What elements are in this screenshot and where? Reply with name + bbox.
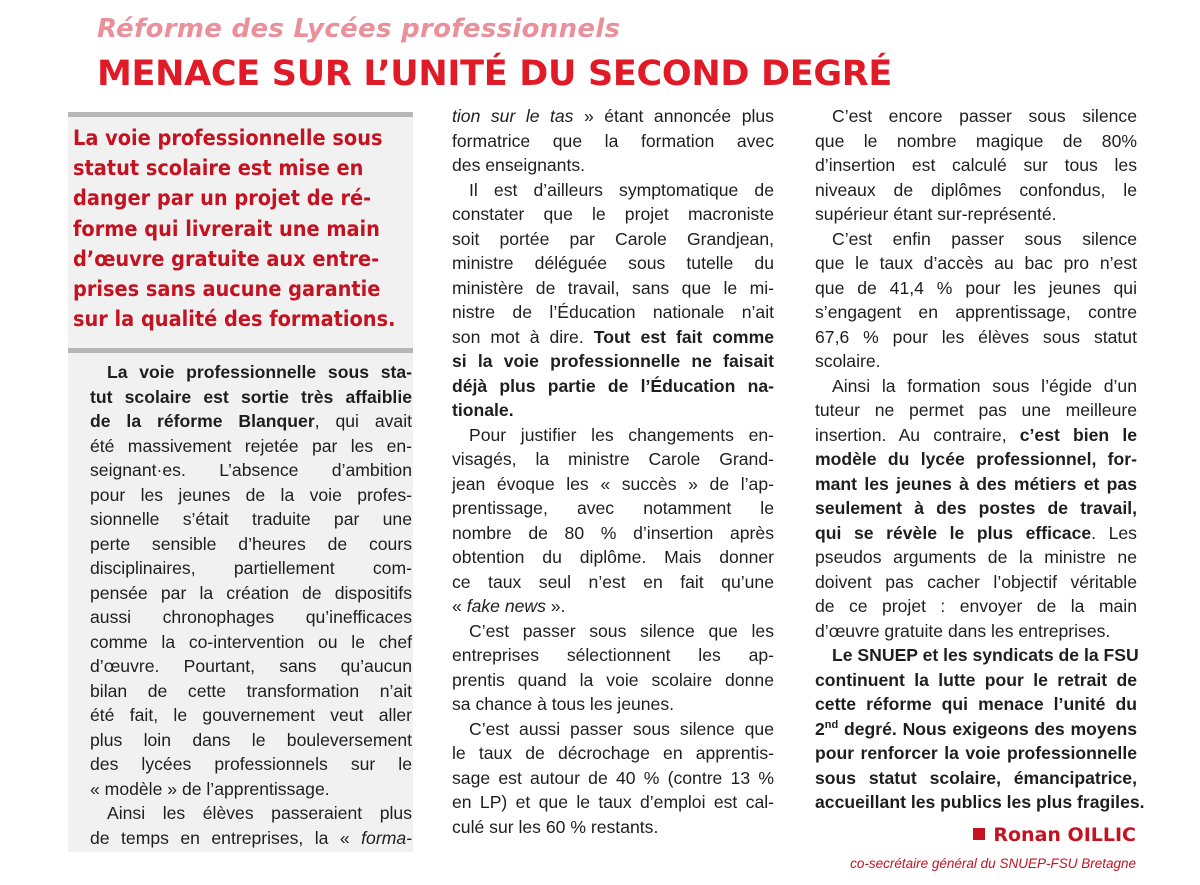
chapeau-line: sur la qualité des formations. [73, 307, 396, 333]
text-line: La voie professionnelle sous sta- [107, 362, 412, 382]
text-line: tionale. [452, 400, 514, 420]
text-line: cette réforme qui menace l’unité du [815, 694, 1137, 714]
text-line: son mot à dire. Tout est fait comme [452, 326, 774, 347]
text-line: accueillant les publics les plus fragiles. [815, 792, 1145, 812]
text-line: modèle du lycée professionnel, for- [815, 449, 1137, 469]
text-line: bilan de cette transformation n’ait [90, 680, 412, 701]
text-line: 2nd degré. Nous exigeons des moyens [815, 718, 1137, 739]
text-line: pseudos arguments de la ministre ne [815, 547, 1137, 567]
chapeau-line: statut scolaire est mise en [73, 156, 364, 182]
panel-top-rule [68, 112, 413, 117]
text-line: Ainsi les élèves passeraient plus [107, 803, 412, 823]
text-line: été fait, le gouvernement veut aller [90, 705, 412, 725]
text-line: culé sur les 60 % restants. [452, 816, 659, 837]
text-line: le taux de décrochage en apprentis- [452, 743, 774, 763]
text-line: constater que le projet macroniste [452, 204, 774, 224]
author-name: Ronan OILLIC [993, 824, 1136, 846]
text-line: ce taux seul n’est en fait qu’une [452, 571, 774, 592]
square-bullet-icon [973, 828, 985, 840]
text-line: déjà plus partie de l’Éducation na- [452, 375, 774, 396]
text-line: tuteur ne permet pas une meilleure [815, 400, 1137, 420]
text-line: seignant·es. L’absence d’ambition [90, 460, 412, 480]
text-line: sa chance à tous les jeunes. [452, 694, 675, 714]
text-line: nombre de 80 % d’insertion après [452, 522, 774, 543]
text-line: d’insertion est calculé sur tous les [815, 155, 1137, 175]
text-line: de ce projet : envoyer de la main [815, 596, 1137, 616]
text-line: d’œuvre gratuite dans les entreprises. [815, 620, 1111, 641]
text-column-2 [452, 104, 774, 839]
text-line: pensée par la création de dispositifs [90, 582, 412, 603]
text-line: C’est encore passer sous silence [832, 106, 1137, 126]
text-line: prentis quand la voie scolaire donne [452, 669, 774, 690]
text-line: formatrice que la formation avec [452, 130, 774, 151]
text-line: Le SNUEP et les syndicats de la FSU [832, 645, 1139, 665]
text-line: pour renforcer la voie professionnelle [815, 743, 1137, 763]
author-signature [973, 824, 1136, 846]
text-line: que le nombre magique de 80% [815, 130, 1137, 151]
chapeau-line: d’œuvre gratuite aux entre- [73, 246, 380, 272]
text-column-3 [815, 104, 1145, 815]
text-line: obtention du diplôme. Mais donner [452, 547, 774, 567]
text-line: des enseignants. [452, 155, 586, 175]
text-line: insertion. Au contraire, c’est bien le [815, 424, 1137, 445]
text-line: disciplinaires, partiellement com- [90, 558, 412, 578]
text-line: comme la co-intervention ou le chef [90, 631, 412, 652]
text-line: que de 41,4 % pour les jeunes qui [815, 277, 1137, 298]
text-line: plus loin dans le bouleversement [90, 729, 412, 750]
text-line: que le taux d’accès au bac pro n’est [815, 253, 1137, 273]
text-line: « fake news ». [452, 596, 566, 616]
text-line: été massivement rejetée par les en- [90, 435, 412, 456]
chapeau-line: forme qui livrerait une main [73, 216, 380, 242]
text-line: s’engagent en apprentissage, contre [815, 302, 1137, 322]
author-role: co-secrétaire général du SNUEP-FSU Bretagne [850, 856, 1136, 871]
text-line: seulement à des postes de travail, [815, 498, 1137, 518]
text-line: ministère de travail, sans que le mi- [452, 277, 774, 298]
chapeau-line: prises sans aucune garantie [73, 277, 381, 303]
text-line: prentissage, avec notamment le [452, 498, 774, 518]
chapeau-line: La voie professionnelle sous [73, 126, 383, 151]
text-line: tut scolaire est sortie très affaiblie [90, 386, 412, 407]
text-line: doivent pas cacher l’objectif véritable [815, 571, 1137, 592]
text-line: tion sur le tas » étant annoncée plus [452, 106, 774, 126]
text-line: Ainsi la formation sous l’égide d’un [832, 375, 1137, 396]
text-line: supérieur étant sur-représenté. [815, 204, 1057, 224]
text-line: Il est d’ailleurs symptomatique de [469, 179, 774, 200]
text-line: niveaux de diplômes confondus, le [815, 179, 1137, 200]
text-line: « modèle » de l’apprentissage. [90, 778, 330, 799]
text-column-1 [90, 360, 412, 850]
article-headline: MENACE SUR L’UNITÉ DU SECOND DEGRÉ [97, 54, 893, 94]
text-line: ministre déléguée sous tutelle du [452, 253, 774, 273]
text-line: visagés, la ministre Carole Grand- [452, 449, 774, 469]
text-line: perte sensible d’heures de cours [90, 533, 412, 554]
text-line: d’œuvre. Pourtant, sans qu’aucun [90, 656, 412, 676]
article-kicker: Réforme des Lycées professionnels [97, 14, 621, 44]
text-line: sous statut scolaire, émancipatrice, [815, 767, 1137, 788]
text-line: en LP) et que le taux d’emploi est cal- [452, 792, 774, 812]
text-line: jean évoque les « succès » de l’ap- [452, 473, 774, 494]
chapeau-line: danger par un projet de ré- [73, 186, 372, 212]
text-line: sage est autour de 40 % (contre 13 % [452, 767, 774, 788]
text-line: C’est enfin passer sous silence [832, 228, 1137, 249]
text-line: mant les jeunes à des métiers et pas [815, 473, 1137, 494]
panel-bottom-rule [68, 348, 413, 353]
text-line: Pour justifier les changements en- [469, 424, 774, 445]
text-line: 67,6 % pour les élèves sous statut [815, 326, 1137, 347]
text-line: C’est aussi passer sous silence que [469, 718, 774, 739]
text-line: nistre de l’Éducation nationale n’ait [452, 302, 774, 322]
text-line: C’est passer sous silence que les [469, 620, 774, 641]
text-line: sionnelle s’était traduite par une [90, 509, 412, 529]
text-line: de la réforme Blanquer, qui avait [90, 411, 412, 431]
text-line: soit portée par Carole Grandjean, [452, 228, 774, 249]
text-line: si la voie professionnelle ne faisait [452, 351, 774, 371]
article-chapeau [73, 124, 408, 335]
text-line: qui se révèle le plus efficace. Les [815, 522, 1137, 543]
text-line: des lycées professionnels sur le [90, 754, 412, 774]
text-line: aussi chronophages qu’inefficaces [90, 607, 412, 627]
text-line: entreprises sélectionnent les ap- [452, 645, 774, 665]
text-line: de temps en entreprises, la « forma- [90, 827, 412, 848]
text-line: scolaire. [815, 351, 881, 371]
text-line: continuent la lutte pour le retrait de [815, 669, 1137, 690]
text-line: pour les jeunes de la voie profes- [90, 484, 412, 505]
